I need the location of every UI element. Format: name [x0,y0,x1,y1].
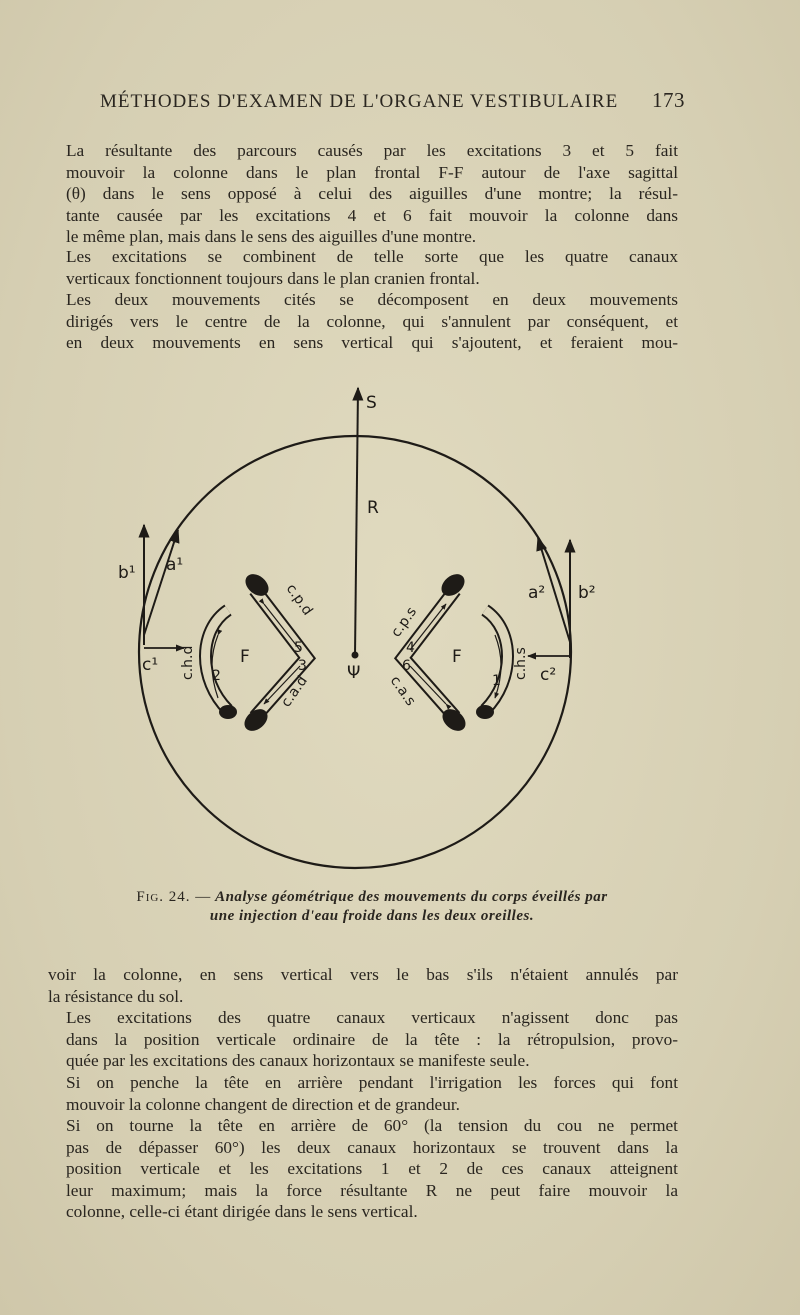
label-R: R [367,498,379,518]
label-a2: a² [528,583,546,603]
resultant-axis [355,388,358,655]
text-line: la résistance du sol. [48,986,184,1006]
text-line: mouvoir la colonne changent de direction et de grandeur. [66,1094,460,1114]
text-line: dans la position verticale ordinaire de la tête : la rétropulsion, provo- [66,1029,678,1049]
label-num-2: 2 [212,668,221,684]
label-num-5: 5 [294,640,303,656]
text-line: le même plan, mais dans le sens des aiguilles d'une montre. [66,227,477,247]
running-header [100,88,685,113]
paragraph [48,1007,678,1072]
text-line: quée par les excitations des canaux horizontaux se manifeste seule. [66,1051,530,1071]
text-line: Les excitations se combinent de telle sorte que les quatre canaux [66,247,678,266]
text-line: en deux mouvements en sens vertical qui s'ajoutent, et feraient mou- [66,333,678,353]
figure-24-diagram [100,380,660,880]
text-line: voir la colonne, en sens vertical vers le bas s'ils n'étaient annulés par [48,965,678,984]
text-line: position verticale et les excitations 1 et 2 de ces canaux atteignent [66,1159,678,1179]
label-num-6: 6 [402,658,411,674]
text-line: (θ) dans le sens opposé à celui des aiguilles d'une montre; la résul- [66,184,678,204]
label-cps: c.p.s [388,604,421,641]
caption-text-2: une injection d'eau froide dans les deux oreilles. [209,908,535,924]
paragraph [48,246,678,289]
label-cad: c.a.d [278,673,311,711]
label-F-left: F [240,647,250,667]
label-num-3: 3 [298,658,307,674]
text-line: mouvoir la colonne dans le plan frontal F-F autour de l'axe sagittal [66,162,678,182]
text-line: tante causée par les excitations 4 et 6 fait mouvoir la colonne dans [66,205,678,225]
paragraph [48,140,678,248]
label-chd: c.h.d [180,645,196,680]
paragraph [48,1072,678,1115]
caption-label: Fig. 24. — [136,889,212,905]
label-chs: c.h.s [513,647,529,680]
caption-line-1 [72,888,672,907]
text-line: Les excitations des quatre canaux verticaux n'agissent donc pas [66,1008,678,1027]
page-number: 173 [652,88,685,112]
text-line: Les deux mouvements cités se décomposent en deux mouvements [66,290,678,309]
label-b1: b¹ [118,563,136,583]
label-S: S [366,393,377,413]
label-num-1: 1 [492,673,501,689]
label-a1: a¹ [166,555,184,575]
label-c2: c² [540,665,557,685]
caption-text-1: Analyse géométrique des mouvements du corps éveillés par [215,889,608,905]
label-b2: b² [578,583,596,603]
text-line: pas de dépasser 60°) les deux canaux horizontaux se trouvent dans la [66,1137,678,1157]
label-F-right: F [452,647,462,667]
figure-caption [72,888,672,926]
label-c1: c¹ [142,655,159,675]
text-line: verticaux fonctionnent toujours dans le plan cranien frontal. [66,268,480,288]
arrow-a1 [144,530,178,635]
text-line: colonne, celle-ci étant dirigée dans le sens vertical. [66,1202,418,1222]
text-line: Si on penche la tête en arrière pendant l'irrigation les forces qui font [66,1073,678,1092]
text-line: Si on tourne la tête en arrière de 60° (la tension du cou ne permet [66,1116,678,1135]
label-num-4: 4 [406,640,415,656]
text-line: La résultante des parcours causés par les excitations 3 et 5 fait [66,141,678,160]
label-psi: Ψ [347,663,361,683]
text-line: leur maximum; mais la force résultante R ne peut faire mouvoir la [66,1180,678,1200]
text-line: dirigés vers le centre de la colonne, qui s'annulent par conséquent, et [66,311,678,331]
paragraph [48,964,678,1007]
header-title: MÉTHODES D'EXAMEN DE L'ORGANE VESTIBULAIRE [100,91,619,112]
axis-origin [352,652,359,659]
paragraph [48,289,678,354]
label-cpd: c.p.d [282,581,316,619]
paragraph [48,1115,678,1223]
label-cas: c.a.s [386,673,419,709]
